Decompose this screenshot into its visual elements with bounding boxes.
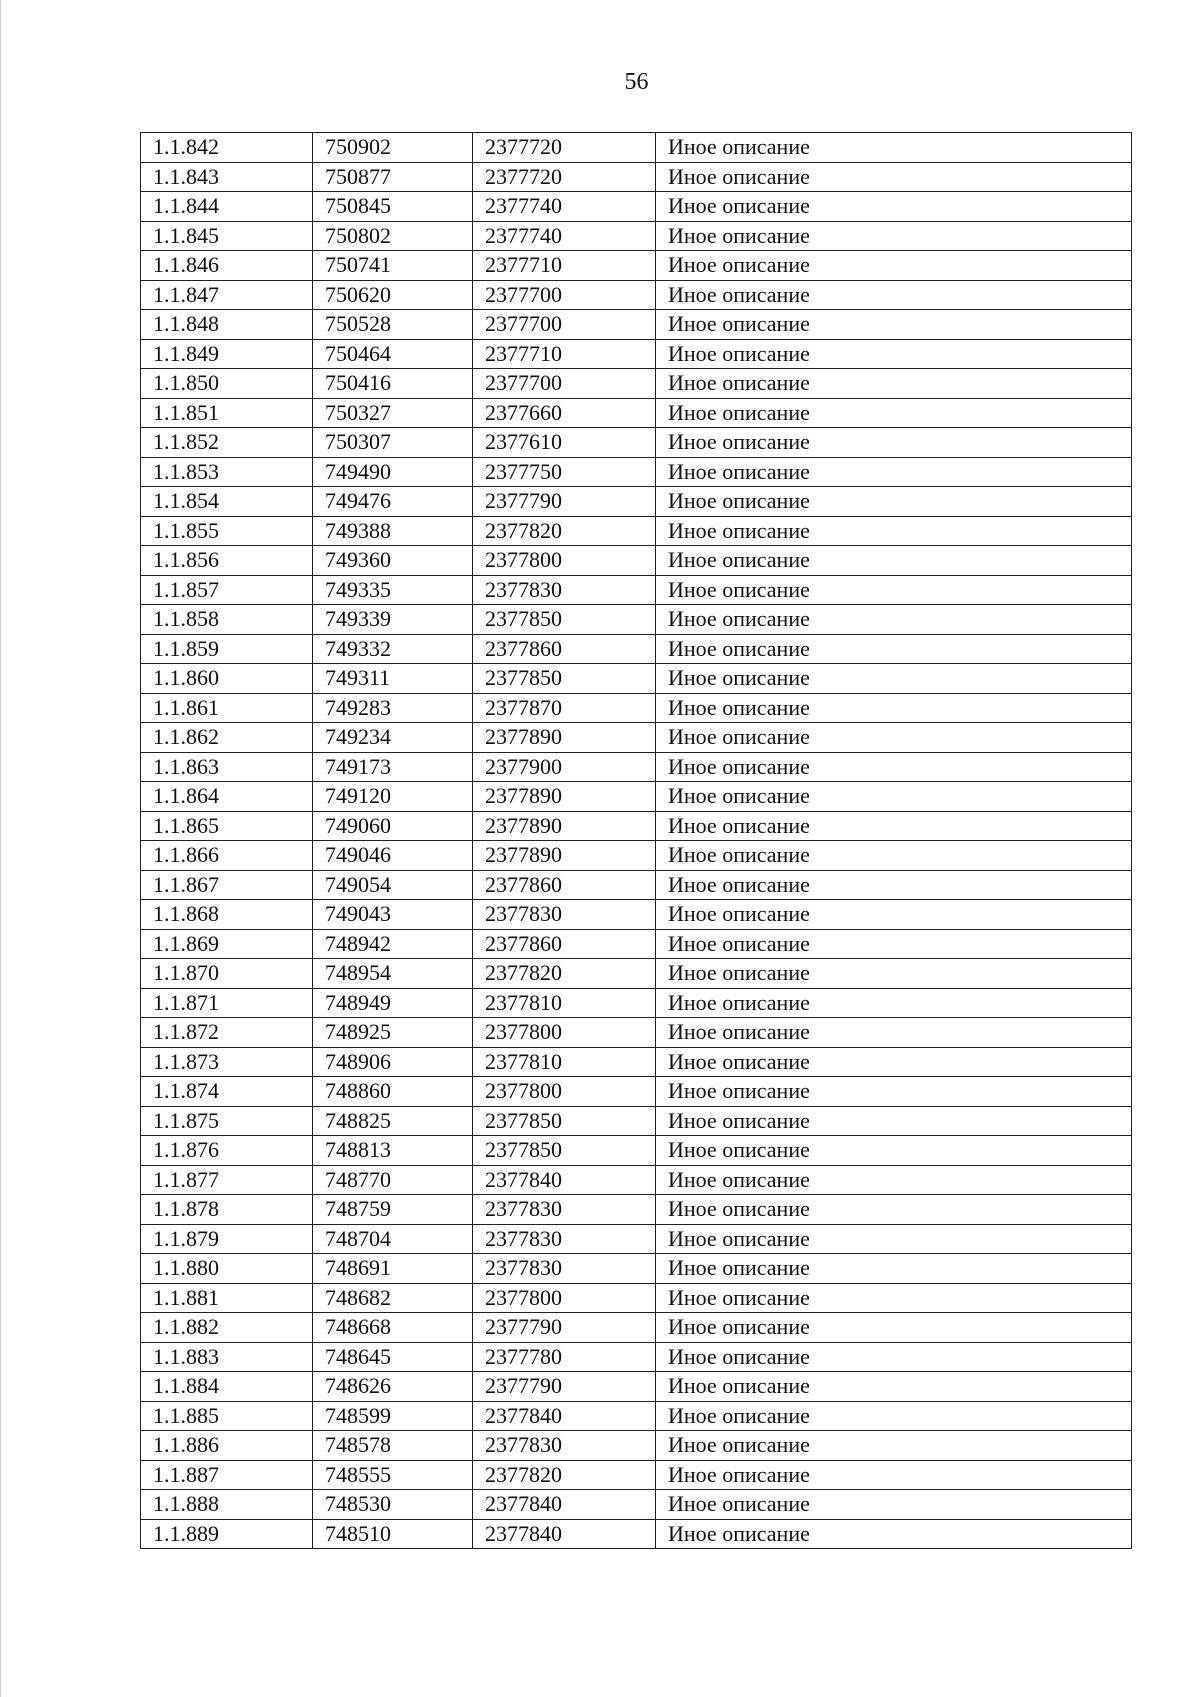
point-number-cell: 1.1.844 [141, 192, 313, 222]
point-number-cell: 1.1.874 [141, 1077, 313, 1107]
y-coordinate-cell: 2377790 [473, 1313, 656, 1343]
y-coordinate-cell: 2377820 [473, 959, 656, 989]
x-coordinate-cell: 750416 [313, 369, 473, 399]
description-cell: Иное описание [656, 929, 1132, 959]
description-cell: Иное описание [656, 1372, 1132, 1402]
point-number-cell: 1.1.886 [141, 1431, 313, 1461]
table-row [141, 133, 1132, 163]
table-row [141, 1460, 1132, 1490]
table-row [141, 1401, 1132, 1431]
table-row [141, 487, 1132, 517]
point-number-cell: 1.1.842 [141, 133, 313, 163]
y-coordinate-cell: 2377660 [473, 398, 656, 428]
description-cell: Иное описание [656, 1283, 1132, 1313]
x-coordinate-cell: 750902 [313, 133, 473, 163]
description-cell: Иное описание [656, 487, 1132, 517]
point-number-cell: 1.1.870 [141, 959, 313, 989]
point-number-cell: 1.1.843 [141, 162, 313, 192]
point-number-cell: 1.1.862 [141, 723, 313, 753]
description-cell: Иное описание [656, 398, 1132, 428]
table-row [141, 428, 1132, 458]
description-cell: Иное описание [656, 634, 1132, 664]
x-coordinate-cell: 748949 [313, 988, 473, 1018]
y-coordinate-cell: 2377850 [473, 1106, 656, 1136]
description-cell: Иное описание [656, 1136, 1132, 1166]
x-coordinate-cell: 748925 [313, 1018, 473, 1048]
description-cell: Иное описание [656, 870, 1132, 900]
point-number-cell: 1.1.877 [141, 1165, 313, 1195]
point-number-cell: 1.1.871 [141, 988, 313, 1018]
table-row [141, 1519, 1132, 1549]
description-cell: Иное описание [656, 546, 1132, 576]
description-cell: Иное описание [656, 221, 1132, 251]
x-coordinate-cell: 748860 [313, 1077, 473, 1107]
x-coordinate-cell: 750802 [313, 221, 473, 251]
y-coordinate-cell: 2377710 [473, 251, 656, 281]
description-cell: Иное описание [656, 133, 1132, 163]
description-cell: Иное описание [656, 1431, 1132, 1461]
y-coordinate-cell: 2377710 [473, 339, 656, 369]
table-row [141, 1490, 1132, 1520]
table-row [141, 634, 1132, 664]
y-coordinate-cell: 2377890 [473, 811, 656, 841]
table-row [141, 1283, 1132, 1313]
point-number-cell: 1.1.869 [141, 929, 313, 959]
table-row [141, 723, 1132, 753]
point-number-cell: 1.1.887 [141, 1460, 313, 1490]
table-row [141, 398, 1132, 428]
table-row [141, 162, 1132, 192]
point-number-cell: 1.1.848 [141, 310, 313, 340]
x-coordinate-cell: 750464 [313, 339, 473, 369]
point-number-cell: 1.1.863 [141, 752, 313, 782]
point-number-cell: 1.1.854 [141, 487, 313, 517]
description-cell: Иное описание [656, 516, 1132, 546]
x-coordinate-cell: 748510 [313, 1519, 473, 1549]
y-coordinate-cell: 2377720 [473, 162, 656, 192]
table-row [141, 1224, 1132, 1254]
y-coordinate-cell: 2377800 [473, 546, 656, 576]
table-row [141, 457, 1132, 487]
y-coordinate-cell: 2377740 [473, 221, 656, 251]
point-number-cell: 1.1.882 [141, 1313, 313, 1343]
description-cell: Иное описание [656, 251, 1132, 281]
y-coordinate-cell: 2377840 [473, 1490, 656, 1520]
x-coordinate-cell: 749054 [313, 870, 473, 900]
description-cell: Иное описание [656, 1224, 1132, 1254]
point-number-cell: 1.1.846 [141, 251, 313, 281]
description-cell: Иное описание [656, 575, 1132, 605]
x-coordinate-cell: 749311 [313, 664, 473, 694]
point-number-cell: 1.1.873 [141, 1047, 313, 1077]
table-row [141, 841, 1132, 871]
table-row [141, 516, 1132, 546]
x-coordinate-cell: 748770 [313, 1165, 473, 1195]
x-coordinate-cell: 750307 [313, 428, 473, 458]
table-row [141, 605, 1132, 635]
point-number-cell: 1.1.888 [141, 1490, 313, 1520]
x-coordinate-cell: 748668 [313, 1313, 473, 1343]
table-row [141, 1047, 1132, 1077]
table-row [141, 1313, 1132, 1343]
x-coordinate-cell: 749339 [313, 605, 473, 635]
y-coordinate-cell: 2377830 [473, 1224, 656, 1254]
x-coordinate-cell: 750877 [313, 162, 473, 192]
x-coordinate-cell: 749332 [313, 634, 473, 664]
table-row [141, 1254, 1132, 1284]
description-cell: Иное описание [656, 1195, 1132, 1225]
y-coordinate-cell: 2377700 [473, 310, 656, 340]
point-number-cell: 1.1.881 [141, 1283, 313, 1313]
description-cell: Иное описание [656, 1254, 1132, 1284]
point-number-cell: 1.1.875 [141, 1106, 313, 1136]
point-number-cell: 1.1.855 [141, 516, 313, 546]
x-coordinate-cell: 748813 [313, 1136, 473, 1166]
description-cell: Иное описание [656, 1165, 1132, 1195]
table-row [141, 339, 1132, 369]
y-coordinate-cell: 2377780 [473, 1342, 656, 1372]
x-coordinate-cell: 748682 [313, 1283, 473, 1313]
coordinates-table-body [141, 133, 1132, 1549]
y-coordinate-cell: 2377860 [473, 634, 656, 664]
x-coordinate-cell: 749283 [313, 693, 473, 723]
y-coordinate-cell: 2377610 [473, 428, 656, 458]
description-cell: Иное описание [656, 1490, 1132, 1520]
point-number-cell: 1.1.880 [141, 1254, 313, 1284]
table-row [141, 959, 1132, 989]
x-coordinate-cell: 748578 [313, 1431, 473, 1461]
table-row [141, 1018, 1132, 1048]
description-cell: Иное описание [656, 162, 1132, 192]
point-number-cell: 1.1.847 [141, 280, 313, 310]
description-cell: Иное описание [656, 900, 1132, 930]
y-coordinate-cell: 2377790 [473, 487, 656, 517]
x-coordinate-cell: 748825 [313, 1106, 473, 1136]
point-number-cell: 1.1.856 [141, 546, 313, 576]
x-coordinate-cell: 748942 [313, 929, 473, 959]
table-row [141, 1372, 1132, 1402]
description-cell: Иное описание [656, 1401, 1132, 1431]
y-coordinate-cell: 2377790 [473, 1372, 656, 1402]
table-row [141, 664, 1132, 694]
x-coordinate-cell: 748599 [313, 1401, 473, 1431]
table-row [141, 1077, 1132, 1107]
description-cell: Иное описание [656, 752, 1132, 782]
point-number-cell: 1.1.868 [141, 900, 313, 930]
x-coordinate-cell: 749120 [313, 782, 473, 812]
description-cell: Иное описание [656, 1018, 1132, 1048]
point-number-cell: 1.1.883 [141, 1342, 313, 1372]
description-cell: Иное описание [656, 723, 1132, 753]
description-cell: Иное описание [656, 782, 1132, 812]
x-coordinate-cell: 749388 [313, 516, 473, 546]
description-cell: Иное описание [656, 1519, 1132, 1549]
description-cell: Иное описание [656, 369, 1132, 399]
point-number-cell: 1.1.851 [141, 398, 313, 428]
y-coordinate-cell: 2377700 [473, 280, 656, 310]
x-coordinate-cell: 748759 [313, 1195, 473, 1225]
description-cell: Иное описание [656, 280, 1132, 310]
description-cell: Иное описание [656, 1342, 1132, 1372]
point-number-cell: 1.1.879 [141, 1224, 313, 1254]
description-cell: Иное описание [656, 1106, 1132, 1136]
y-coordinate-cell: 2377700 [473, 369, 656, 399]
description-cell: Иное описание [656, 1077, 1132, 1107]
y-coordinate-cell: 2377810 [473, 1047, 656, 1077]
table-row [141, 310, 1132, 340]
point-number-cell: 1.1.884 [141, 1372, 313, 1402]
y-coordinate-cell: 2377820 [473, 516, 656, 546]
y-coordinate-cell: 2377810 [473, 988, 656, 1018]
y-coordinate-cell: 2377830 [473, 575, 656, 605]
table-row [141, 1165, 1132, 1195]
x-coordinate-cell: 749173 [313, 752, 473, 782]
x-coordinate-cell: 749476 [313, 487, 473, 517]
y-coordinate-cell: 2377800 [473, 1283, 656, 1313]
point-number-cell: 1.1.865 [141, 811, 313, 841]
description-cell: Иное описание [656, 192, 1132, 222]
description-cell: Иное описание [656, 428, 1132, 458]
point-number-cell: 1.1.845 [141, 221, 313, 251]
table-row [141, 693, 1132, 723]
table-row [141, 752, 1132, 782]
point-number-cell: 1.1.859 [141, 634, 313, 664]
point-number-cell: 1.1.876 [141, 1136, 313, 1166]
point-number-cell: 1.1.867 [141, 870, 313, 900]
y-coordinate-cell: 2377830 [473, 1254, 656, 1284]
table-row [141, 1431, 1132, 1461]
x-coordinate-cell: 749234 [313, 723, 473, 753]
description-cell: Иное описание [656, 1313, 1132, 1343]
x-coordinate-cell: 748704 [313, 1224, 473, 1254]
y-coordinate-cell: 2377830 [473, 1431, 656, 1461]
y-coordinate-cell: 2377830 [473, 900, 656, 930]
table-row [141, 988, 1132, 1018]
point-number-cell: 1.1.852 [141, 428, 313, 458]
table-row [141, 1342, 1132, 1372]
point-number-cell: 1.1.849 [141, 339, 313, 369]
description-cell: Иное описание [656, 811, 1132, 841]
table-row [141, 280, 1132, 310]
x-coordinate-cell: 748954 [313, 959, 473, 989]
y-coordinate-cell: 2377900 [473, 752, 656, 782]
point-number-cell: 1.1.872 [141, 1018, 313, 1048]
description-cell: Иное описание [656, 841, 1132, 871]
table-row [141, 1195, 1132, 1225]
point-number-cell: 1.1.861 [141, 693, 313, 723]
x-coordinate-cell: 749060 [313, 811, 473, 841]
point-number-cell: 1.1.853 [141, 457, 313, 487]
description-cell: Иное описание [656, 693, 1132, 723]
description-cell: Иное описание [656, 310, 1132, 340]
description-cell: Иное описание [656, 457, 1132, 487]
y-coordinate-cell: 2377840 [473, 1401, 656, 1431]
y-coordinate-cell: 2377860 [473, 929, 656, 959]
point-number-cell: 1.1.850 [141, 369, 313, 399]
y-coordinate-cell: 2377870 [473, 693, 656, 723]
y-coordinate-cell: 2377830 [473, 1195, 656, 1225]
x-coordinate-cell: 748626 [313, 1372, 473, 1402]
description-cell: Иное описание [656, 959, 1132, 989]
y-coordinate-cell: 2377800 [473, 1018, 656, 1048]
description-cell: Иное описание [656, 664, 1132, 694]
coordinates-table [140, 132, 1132, 1549]
point-number-cell: 1.1.878 [141, 1195, 313, 1225]
x-coordinate-cell: 749490 [313, 457, 473, 487]
table-row [141, 546, 1132, 576]
table-row [141, 929, 1132, 959]
description-cell: Иное описание [656, 339, 1132, 369]
y-coordinate-cell: 2377860 [473, 870, 656, 900]
point-number-cell: 1.1.860 [141, 664, 313, 694]
x-coordinate-cell: 749360 [313, 546, 473, 576]
table-row [141, 251, 1132, 281]
table-row [141, 811, 1132, 841]
x-coordinate-cell: 748645 [313, 1342, 473, 1372]
table-row [141, 192, 1132, 222]
page-number: 56 [624, 69, 649, 95]
point-number-cell: 1.1.885 [141, 1401, 313, 1431]
y-coordinate-cell: 2377720 [473, 133, 656, 163]
description-cell: Иное описание [656, 605, 1132, 635]
x-coordinate-cell: 748691 [313, 1254, 473, 1284]
y-coordinate-cell: 2377820 [473, 1460, 656, 1490]
x-coordinate-cell: 750528 [313, 310, 473, 340]
x-coordinate-cell: 749335 [313, 575, 473, 605]
point-number-cell: 1.1.858 [141, 605, 313, 635]
y-coordinate-cell: 2377840 [473, 1165, 656, 1195]
table-row [141, 900, 1132, 930]
x-coordinate-cell: 749043 [313, 900, 473, 930]
y-coordinate-cell: 2377800 [473, 1077, 656, 1107]
table-row [141, 221, 1132, 251]
point-number-cell: 1.1.864 [141, 782, 313, 812]
y-coordinate-cell: 2377750 [473, 457, 656, 487]
table-row [141, 1106, 1132, 1136]
x-coordinate-cell: 750327 [313, 398, 473, 428]
y-coordinate-cell: 2377850 [473, 605, 656, 635]
x-coordinate-cell: 750741 [313, 251, 473, 281]
y-coordinate-cell: 2377740 [473, 192, 656, 222]
table-row [141, 575, 1132, 605]
x-coordinate-cell: 750845 [313, 192, 473, 222]
y-coordinate-cell: 2377890 [473, 841, 656, 871]
x-coordinate-cell: 748530 [313, 1490, 473, 1520]
point-number-cell: 1.1.889 [141, 1519, 313, 1549]
y-coordinate-cell: 2377850 [473, 1136, 656, 1166]
description-cell: Иное описание [656, 1460, 1132, 1490]
y-coordinate-cell: 2377840 [473, 1519, 656, 1549]
x-coordinate-cell: 749046 [313, 841, 473, 871]
y-coordinate-cell: 2377850 [473, 664, 656, 694]
table-row [141, 870, 1132, 900]
description-cell: Иное описание [656, 988, 1132, 1018]
y-coordinate-cell: 2377890 [473, 723, 656, 753]
point-number-cell: 1.1.857 [141, 575, 313, 605]
table-row [141, 1136, 1132, 1166]
description-cell: Иное описание [656, 1047, 1132, 1077]
x-coordinate-cell: 748555 [313, 1460, 473, 1490]
table-row [141, 369, 1132, 399]
x-coordinate-cell: 748906 [313, 1047, 473, 1077]
y-coordinate-cell: 2377890 [473, 782, 656, 812]
point-number-cell: 1.1.866 [141, 841, 313, 871]
table-row [141, 782, 1132, 812]
x-coordinate-cell: 750620 [313, 280, 473, 310]
scan-edge-line [0, 0, 1, 1697]
